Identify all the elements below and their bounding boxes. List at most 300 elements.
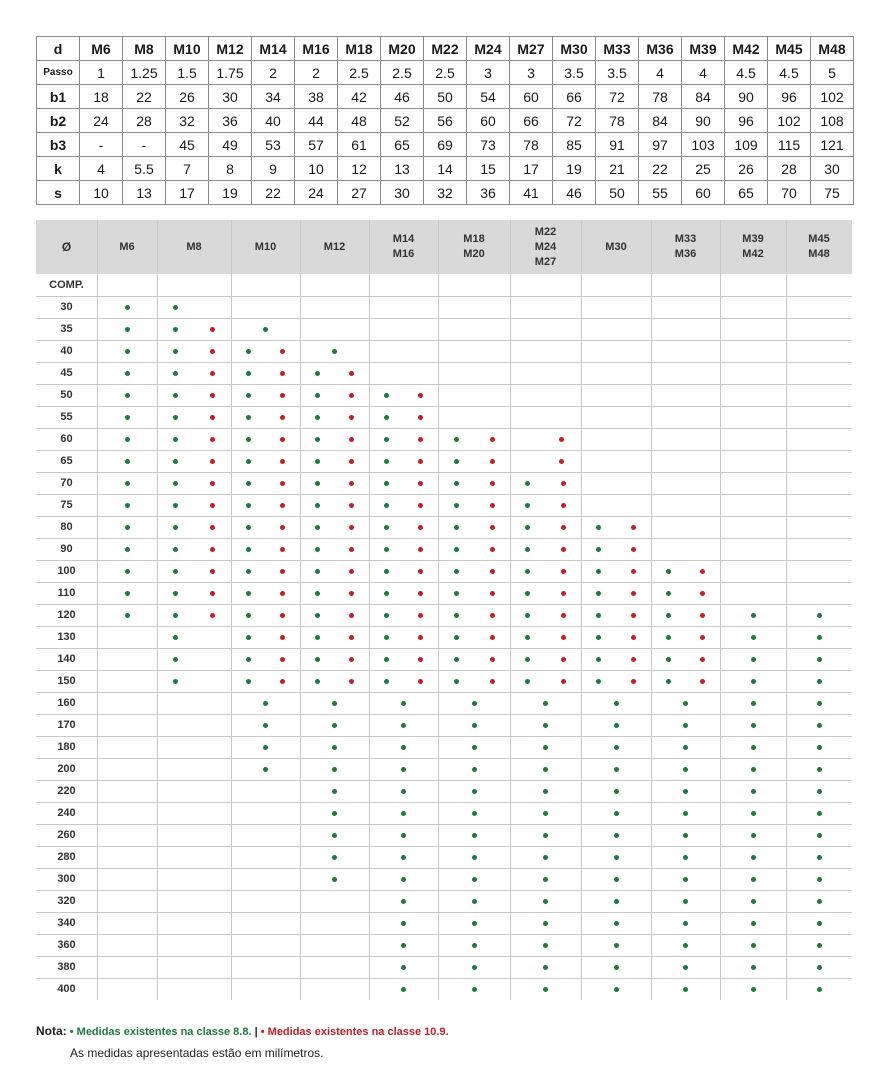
class-8-8-dot bbox=[683, 921, 688, 926]
class-8-8-dot bbox=[751, 767, 756, 772]
class-8-8-dot bbox=[525, 591, 530, 596]
class-8-8-dot bbox=[817, 811, 822, 816]
size-group-line: M33 bbox=[674, 233, 697, 245]
length-row-label: 340 bbox=[57, 917, 76, 929]
length-row-label: 120 bbox=[57, 609, 76, 621]
class-8-8-dot bbox=[125, 393, 130, 398]
class-10-9-dot bbox=[349, 371, 354, 376]
class-8-8-dot bbox=[246, 547, 251, 552]
size-group-header bbox=[510, 220, 581, 274]
class-8-8-dot bbox=[751, 811, 756, 816]
class-8-8-dot bbox=[596, 591, 601, 596]
dimension-value-cell: 30 bbox=[209, 85, 252, 109]
class-10-9-dot bbox=[210, 393, 215, 398]
dimension-value-cell: 19 bbox=[553, 157, 596, 181]
grid-row-divider bbox=[36, 560, 852, 561]
dimension-row-label: s bbox=[37, 181, 80, 205]
class-8-8-dot bbox=[173, 371, 178, 376]
dimension-value-cell: 5 bbox=[811, 61, 854, 85]
class-10-9-dot bbox=[210, 371, 215, 376]
size-header-cell: M42 bbox=[725, 37, 768, 61]
class-10-9-dot bbox=[700, 569, 705, 574]
dimension-value-cell: 66 bbox=[553, 85, 596, 109]
class-8-8-dot bbox=[596, 613, 601, 618]
class-10-9-dot bbox=[490, 679, 495, 684]
class-8-8-dot bbox=[401, 767, 406, 772]
dimension-value-cell: 53 bbox=[252, 133, 295, 157]
class-10-9-dot bbox=[418, 525, 423, 530]
dimension-row-label: b1 bbox=[37, 85, 80, 109]
class-8-8-dot bbox=[614, 723, 619, 728]
dimension-value-cell: 57 bbox=[295, 133, 338, 157]
class-8-8-dot bbox=[751, 657, 756, 662]
class-8-8-dot bbox=[315, 613, 320, 618]
class-8-8-dot bbox=[315, 415, 320, 420]
grid-row-divider bbox=[36, 340, 852, 341]
dimension-value-cell: 4 bbox=[682, 61, 725, 85]
class-8-8-dot bbox=[543, 701, 548, 706]
class-8-8-dot bbox=[246, 393, 251, 398]
class-8-8-dot bbox=[315, 503, 320, 508]
class-8-8-dot bbox=[472, 877, 477, 882]
class-8-8-dot bbox=[454, 635, 459, 640]
dimension-value-cell: 3.5 bbox=[596, 61, 639, 85]
class-10-9-dot bbox=[631, 657, 636, 662]
class-8-8-dot bbox=[315, 371, 320, 376]
grid-row-divider bbox=[36, 362, 852, 363]
class-8-8-dot bbox=[125, 349, 130, 354]
class-8-8-dot bbox=[614, 855, 619, 860]
dimension-value-cell: 13 bbox=[381, 157, 424, 181]
class-8-8-dot bbox=[666, 657, 671, 662]
class-8-8-dot bbox=[332, 745, 337, 750]
dimension-value-cell: 44 bbox=[295, 109, 338, 133]
dimension-value-cell: 50 bbox=[424, 85, 467, 109]
class-8-8-dot bbox=[525, 569, 530, 574]
dimension-value-cell: 48 bbox=[338, 109, 381, 133]
class-10-9-dot bbox=[349, 591, 354, 596]
class-8-8-dot bbox=[614, 701, 619, 706]
class-8-8-dot bbox=[525, 481, 530, 486]
size-header-cell: M39 bbox=[682, 37, 725, 61]
class-8-8-dot bbox=[472, 789, 477, 794]
class-8-8-dot bbox=[454, 613, 459, 618]
dimension-value-cell: 78 bbox=[510, 133, 553, 157]
grid-row-divider bbox=[36, 978, 852, 979]
dimension-value-cell: 22 bbox=[123, 85, 166, 109]
class-8-8-dot bbox=[614, 921, 619, 926]
class-10-9-dot bbox=[418, 415, 423, 420]
class-8-8-dot bbox=[472, 921, 477, 926]
length-row-label: 100 bbox=[57, 565, 76, 577]
dimension-value-cell: 5.5 bbox=[123, 157, 166, 181]
class-10-9-dot bbox=[280, 437, 285, 442]
dimension-value-cell: 60 bbox=[467, 109, 510, 133]
size-group-line: M42 bbox=[742, 248, 764, 260]
class-10-9-dot bbox=[280, 613, 285, 618]
class-10-9-dot bbox=[280, 349, 285, 354]
dimension-value-cell: 65 bbox=[725, 181, 768, 205]
grid-row-divider bbox=[36, 494, 852, 495]
size-header-cell: M24 bbox=[467, 37, 510, 61]
dimension-value-cell: 17 bbox=[510, 157, 553, 181]
class-8-8-dot bbox=[543, 943, 548, 948]
class-10-9-dot bbox=[561, 613, 566, 618]
dimension-value-cell: 38 bbox=[295, 85, 338, 109]
class-10-9-dot bbox=[561, 657, 566, 662]
class-8-8-dot bbox=[454, 569, 459, 574]
size-group-header bbox=[786, 220, 852, 274]
dimension-value-cell: 108 bbox=[811, 109, 854, 133]
dimension-value-cell: 28 bbox=[123, 109, 166, 133]
class-8-8-dot bbox=[246, 525, 251, 530]
class-10-9-dot bbox=[210, 415, 215, 420]
dimension-value-cell: 75 bbox=[811, 181, 854, 205]
class-10-9-dot bbox=[280, 657, 285, 662]
class-10-9-dot bbox=[280, 547, 285, 552]
class-10-9-dot bbox=[349, 481, 354, 486]
class-10-9-dot bbox=[490, 525, 495, 530]
class-8-8-dot bbox=[614, 745, 619, 750]
class-8-8-dot bbox=[125, 481, 130, 486]
class-8-8-dot bbox=[173, 415, 178, 420]
class-8-8-dot bbox=[401, 833, 406, 838]
class-8-8-dot bbox=[263, 327, 268, 332]
class-8-8-dot bbox=[683, 701, 688, 706]
class-10-9-dot bbox=[561, 591, 566, 596]
class-10-9-dot bbox=[418, 591, 423, 596]
class-8-8-dot bbox=[683, 877, 688, 882]
dimension-value-cell: 1 bbox=[80, 61, 123, 85]
class-10-9-dot bbox=[349, 569, 354, 574]
class-8-8-dot bbox=[332, 877, 337, 882]
class-10-9-dot bbox=[700, 679, 705, 684]
dimension-value-cell: 36 bbox=[209, 109, 252, 133]
class-10-9-dot bbox=[561, 547, 566, 552]
dimension-value-cell: 12 bbox=[338, 157, 381, 181]
dimension-row bbox=[37, 133, 854, 157]
class-8-8-dot bbox=[543, 723, 548, 728]
class-10-9-dot bbox=[631, 525, 636, 530]
dimension-row bbox=[37, 181, 854, 205]
class-8-8-dot bbox=[525, 635, 530, 640]
dimension-row bbox=[37, 109, 854, 133]
grid-row-divider bbox=[36, 758, 852, 759]
size-header-cell: M36 bbox=[639, 37, 682, 61]
class-10-9-dot bbox=[418, 437, 423, 442]
grid-row-divider bbox=[36, 692, 852, 693]
class-10-9-dot bbox=[561, 679, 566, 684]
dimension-value-cell: 78 bbox=[639, 85, 682, 109]
class-8-8-dot bbox=[472, 965, 477, 970]
size-group-line: M10 bbox=[254, 240, 277, 253]
class-10-9-dot bbox=[490, 547, 495, 552]
class-8-8-dot bbox=[332, 767, 337, 772]
class-8-8-dot bbox=[817, 723, 822, 728]
class-8-8-dot bbox=[817, 965, 822, 970]
class-8-8-dot bbox=[614, 811, 619, 816]
dimension-value-cell: 2.5 bbox=[424, 61, 467, 85]
dimension-value-cell: - bbox=[80, 133, 123, 157]
class-8-8-dot bbox=[246, 349, 251, 354]
class-8-8-dot bbox=[751, 635, 756, 640]
class-8-8-dot bbox=[472, 855, 477, 860]
class-8-8-dot bbox=[817, 767, 822, 772]
grid-column-divider bbox=[97, 220, 98, 1000]
class-8-8-dot bbox=[543, 921, 548, 926]
class-8-8-dot bbox=[817, 613, 822, 618]
note-label: Nota: bbox=[36, 1024, 67, 1038]
size-header-cell: M16 bbox=[295, 37, 338, 61]
class-8-8-dot bbox=[332, 701, 337, 706]
class-10-9-dot bbox=[349, 437, 354, 442]
dimension-value-cell: 27 bbox=[338, 181, 381, 205]
class-10-9-dot bbox=[418, 481, 423, 486]
class-8-8-dot bbox=[666, 569, 671, 574]
class-8-8-dot bbox=[683, 965, 688, 970]
grid-row-divider bbox=[36, 516, 852, 517]
class-8-8-dot bbox=[751, 679, 756, 684]
length-row-label: 180 bbox=[57, 741, 76, 753]
dimension-value-cell: 34 bbox=[252, 85, 295, 109]
size-header-cell: M48 bbox=[811, 37, 854, 61]
class-10-9-dot bbox=[561, 503, 566, 508]
grid-row-divider bbox=[36, 780, 852, 781]
length-row-label: 30 bbox=[60, 301, 73, 313]
class-8-8-dot bbox=[246, 459, 251, 464]
class-10-9-dot bbox=[418, 503, 423, 508]
dimension-value-cell: 18 bbox=[80, 85, 123, 109]
size-group-line: M27 bbox=[534, 255, 557, 268]
red-bullet-icon: • bbox=[260, 1026, 265, 1038]
dimension-value-cell: 115 bbox=[768, 133, 811, 157]
class-8-8-dot bbox=[263, 701, 268, 706]
class-10-9-dot bbox=[490, 657, 495, 662]
dimension-value-cell: 8 bbox=[209, 157, 252, 181]
class-8-8-dot bbox=[173, 569, 178, 574]
dimension-value-cell: 61 bbox=[338, 133, 381, 157]
class-8-8-dot bbox=[614, 789, 619, 794]
class-8-8-dot bbox=[751, 723, 756, 728]
class-8-8-dot bbox=[454, 591, 459, 596]
size-group-line: M36 bbox=[674, 248, 697, 260]
dimension-value-cell: 55 bbox=[639, 181, 682, 205]
grid-row-divider bbox=[36, 648, 852, 649]
length-header-label: COMP. bbox=[49, 279, 84, 291]
class-8-8-dot bbox=[683, 833, 688, 838]
class-8-8-dot bbox=[817, 679, 822, 684]
class-10-9-dot bbox=[349, 459, 354, 464]
class-10-9-dot bbox=[418, 635, 423, 640]
dimension-value-cell: 22 bbox=[252, 181, 295, 205]
length-row-label: 260 bbox=[57, 829, 76, 841]
class-8-8-dot bbox=[315, 569, 320, 574]
dimension-value-cell: 60 bbox=[682, 181, 725, 205]
class-8-8-dot bbox=[683, 899, 688, 904]
class-10-9-dot bbox=[700, 635, 705, 640]
class-8-8-dot bbox=[315, 393, 320, 398]
class-8-8-dot bbox=[472, 723, 477, 728]
dimension-value-cell: 4 bbox=[80, 157, 123, 181]
class-8-8-dot bbox=[401, 723, 406, 728]
class-8-8-dot bbox=[683, 811, 688, 816]
class-10-9-dot bbox=[210, 591, 215, 596]
class-8-8-dot bbox=[263, 723, 268, 728]
dimension-row bbox=[37, 85, 854, 109]
size-header-cell: M20 bbox=[381, 37, 424, 61]
grid-row-divider bbox=[36, 846, 852, 847]
length-row-label: 150 bbox=[57, 675, 76, 687]
class-8-8-dot bbox=[817, 833, 822, 838]
class-8-8-dot bbox=[454, 547, 459, 552]
class-8-8-dot bbox=[173, 525, 178, 530]
dimension-value-cell: 25 bbox=[682, 157, 725, 181]
length-row-label: 55 bbox=[60, 411, 73, 423]
class-10-9-dot bbox=[280, 525, 285, 530]
class-8-8-dot bbox=[246, 371, 251, 376]
size-header-cell: M30 bbox=[553, 37, 596, 61]
dimension-value-cell: 1.5 bbox=[166, 61, 209, 85]
class-8-8-dot bbox=[472, 899, 477, 904]
class-8-8-dot bbox=[384, 415, 389, 420]
grid-column-divider bbox=[581, 220, 582, 1000]
dimension-value-cell: 26 bbox=[725, 157, 768, 181]
class-8-8-dot bbox=[173, 349, 178, 354]
size-group-header bbox=[157, 220, 231, 274]
class-10-9-dot bbox=[280, 679, 285, 684]
class-8-8-dot bbox=[751, 833, 756, 838]
grid-row-divider bbox=[36, 736, 852, 737]
grid-column-divider bbox=[369, 220, 370, 1000]
dimension-value-cell: 102 bbox=[811, 85, 854, 109]
grid-column-divider bbox=[720, 220, 721, 1000]
size-header-cell: M12 bbox=[209, 37, 252, 61]
dimension-value-cell: 73 bbox=[467, 133, 510, 157]
size-group-header bbox=[369, 220, 438, 274]
class-10-9-dot bbox=[631, 679, 636, 684]
dimension-value-cell: 21 bbox=[596, 157, 639, 181]
legend-separator: | bbox=[254, 1026, 258, 1038]
dimension-row-label: Passo bbox=[37, 61, 80, 85]
class-8-8-dot bbox=[401, 877, 406, 882]
class-8-8-dot bbox=[125, 613, 130, 618]
dimension-value-cell: 102 bbox=[768, 109, 811, 133]
class-10-9-dot bbox=[418, 657, 423, 662]
class-8-8-dot bbox=[384, 393, 389, 398]
class-8-8-dot bbox=[596, 657, 601, 662]
dimension-value-cell: 54 bbox=[467, 85, 510, 109]
class-8-8-dot bbox=[332, 349, 337, 354]
class-8-8-dot bbox=[173, 591, 178, 596]
length-row-label: 110 bbox=[57, 587, 76, 599]
size-group-line: M22 bbox=[534, 225, 557, 238]
dimension-value-cell: 36 bbox=[467, 181, 510, 205]
class-8-8-dot bbox=[246, 613, 251, 618]
class-8-8-dot bbox=[125, 525, 130, 530]
class-8-8-dot bbox=[125, 415, 130, 420]
class-8-8-dot bbox=[751, 613, 756, 618]
class-10-9-dot bbox=[349, 415, 354, 420]
length-row-label: 280 bbox=[57, 851, 76, 863]
class-8-8-dot bbox=[173, 679, 178, 684]
class-10-9-dot bbox=[280, 591, 285, 596]
class-8-8-dot bbox=[596, 635, 601, 640]
class-8-8-dot bbox=[751, 921, 756, 926]
grid-column-divider bbox=[510, 220, 511, 1000]
dimension-value-cell: 121 bbox=[811, 133, 854, 157]
size-group-line: M18 bbox=[463, 233, 485, 245]
dimension-row bbox=[37, 61, 854, 85]
dimension-value-cell: 96 bbox=[725, 109, 768, 133]
class-8-8-dot bbox=[401, 987, 406, 992]
dimension-value-cell: 84 bbox=[639, 109, 682, 133]
class-8-8-dot bbox=[817, 877, 822, 882]
class-8-8-dot bbox=[384, 547, 389, 552]
class-8-8-dot bbox=[246, 481, 251, 486]
grid-column-divider bbox=[157, 220, 158, 1000]
dimension-value-cell: 50 bbox=[596, 181, 639, 205]
class-8-8-dot bbox=[401, 855, 406, 860]
class-10-9-dot bbox=[349, 547, 354, 552]
class-10-9-dot bbox=[280, 459, 285, 464]
dimension-value-cell: 4 bbox=[639, 61, 682, 85]
grid-row-divider bbox=[36, 802, 852, 803]
class-8-8-dot bbox=[125, 503, 130, 508]
size-group-line: M6 bbox=[119, 240, 135, 253]
dimension-value-cell: 2 bbox=[252, 61, 295, 85]
class-8-8-dot bbox=[401, 811, 406, 816]
class-8-8-dot bbox=[472, 833, 477, 838]
grid-row-divider bbox=[36, 626, 852, 627]
length-row-label: 160 bbox=[57, 697, 76, 709]
dimension-row-label: b2 bbox=[37, 109, 80, 133]
class-8-8-dot bbox=[384, 525, 389, 530]
class-8-8-dot bbox=[315, 437, 320, 442]
class-10-9-dot bbox=[700, 613, 705, 618]
dimension-value-cell: 3 bbox=[467, 61, 510, 85]
length-row-label: 60 bbox=[60, 433, 73, 445]
class-8-8-dot bbox=[401, 899, 406, 904]
dimensions-header-label: d bbox=[37, 37, 80, 61]
class-8-8-dot bbox=[173, 503, 178, 508]
dimension-value-cell: 97 bbox=[639, 133, 682, 157]
class-10-9-dot bbox=[490, 613, 495, 618]
dimension-value-cell: 15 bbox=[467, 157, 510, 181]
class-10-9-dot bbox=[349, 525, 354, 530]
length-row-label: 70 bbox=[60, 477, 73, 489]
size-header-cell: M6 bbox=[80, 37, 123, 61]
dimension-value-cell: 24 bbox=[295, 181, 338, 205]
diameter-header-label: Ø bbox=[61, 239, 72, 254]
class-8-8-dot bbox=[472, 701, 477, 706]
class-8-8-dot bbox=[683, 855, 688, 860]
class-8-8-dot bbox=[401, 921, 406, 926]
dimension-value-cell: 84 bbox=[682, 85, 725, 109]
dimension-value-cell: - bbox=[123, 133, 166, 157]
class-8-8-dot bbox=[401, 965, 406, 970]
class-8-8-dot bbox=[384, 503, 389, 508]
class-8-8-dot bbox=[384, 481, 389, 486]
dimension-value-cell: 90 bbox=[682, 109, 725, 133]
class-8-8-dot bbox=[543, 987, 548, 992]
grid-row-divider bbox=[36, 582, 852, 583]
class-8-8-dot bbox=[666, 591, 671, 596]
dimension-value-cell: 3.5 bbox=[553, 61, 596, 85]
grid-row-divider bbox=[36, 956, 852, 957]
class-8-8-dot bbox=[751, 899, 756, 904]
class-8-8-dot bbox=[454, 481, 459, 486]
green-bullet-icon: • bbox=[69, 1026, 74, 1038]
